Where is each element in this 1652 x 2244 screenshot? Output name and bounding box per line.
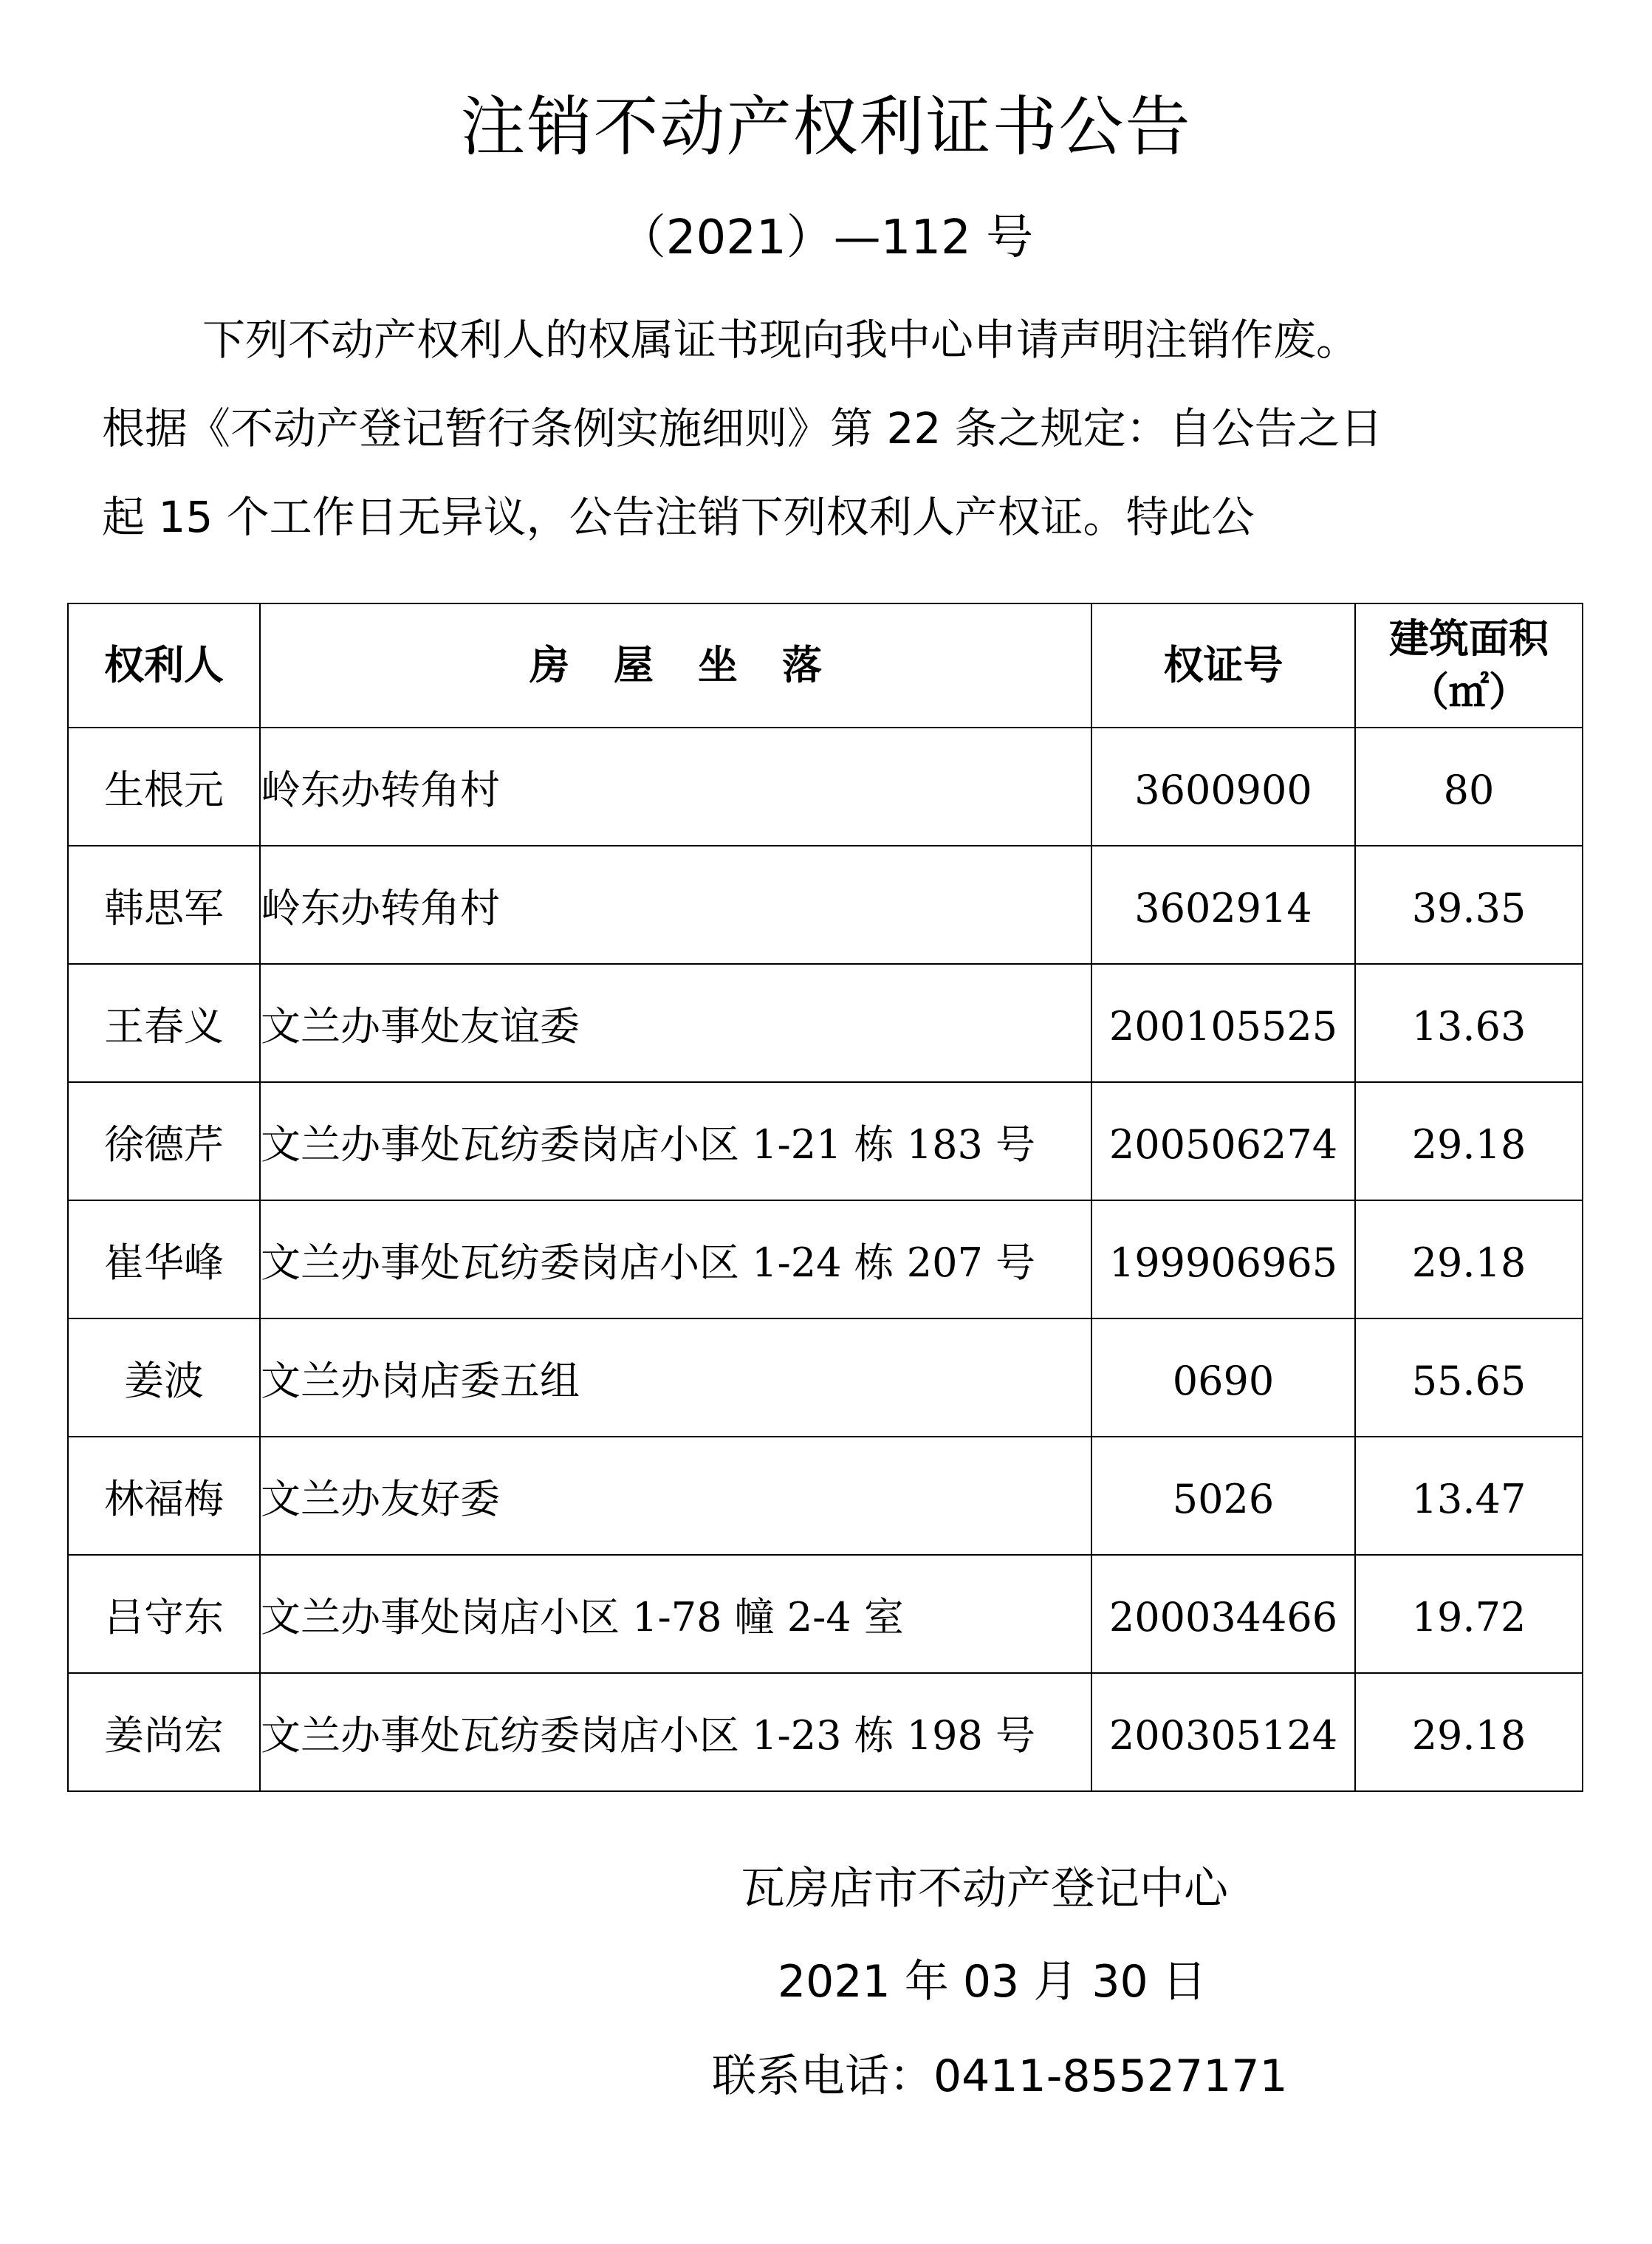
owner-cell: 林福梅 bbox=[68, 1437, 260, 1555]
header-area-line2: （㎡） bbox=[1409, 668, 1529, 715]
header-area-line1: 建筑面积 bbox=[1389, 615, 1549, 662]
header-cert-no: 权证号 bbox=[1091, 603, 1355, 728]
intro-line: 下列不动产权利人的权属证书现向我中心申请声明注销作废。 bbox=[202, 315, 1360, 365]
area-cell: 29.18 bbox=[1355, 1200, 1583, 1318]
area-cell: 13.63 bbox=[1355, 964, 1583, 1082]
header-address-label: 房屋坐落 bbox=[529, 642, 866, 688]
cancellation-table bbox=[67, 603, 1583, 1792]
owner-cell: 韩思军 bbox=[68, 846, 260, 964]
document-number: （2021）—112 号 bbox=[618, 211, 1034, 265]
table-row bbox=[68, 1200, 1583, 1318]
area-cell: 13.47 bbox=[1355, 1437, 1583, 1555]
intro-line: 起 15 个工作日无异议，公告注销下列权利人产权证。特此公 bbox=[102, 492, 1255, 542]
intro-line: 根据《不动产登记暂行条例实施细则》第 22 条之规定：自公告之日 bbox=[102, 403, 1383, 454]
cert-no-cell: 200506274 bbox=[1091, 1082, 1355, 1200]
table-row bbox=[68, 728, 1583, 846]
table-row bbox=[68, 1437, 1583, 1555]
table-row bbox=[68, 1673, 1583, 1791]
cert-no-cell: 5026 bbox=[1091, 1437, 1355, 1555]
address-cell: 文兰办岗店委五组 bbox=[260, 1318, 1091, 1437]
table-row bbox=[68, 1082, 1583, 1200]
address-cell: 岭东办转角村 bbox=[260, 728, 1091, 846]
notice-title: 注销不动产权利证书公告 bbox=[460, 89, 1192, 165]
area-cell: 55.65 bbox=[1355, 1318, 1583, 1437]
intro-paragraph bbox=[102, 295, 1549, 561]
issuing-organization: 瓦房店市不动产登记中心 bbox=[741, 1863, 1228, 1915]
table-row bbox=[68, 1318, 1583, 1437]
owner-cell: 崔华峰 bbox=[68, 1200, 260, 1318]
owner-cell: 姜尚宏 bbox=[68, 1673, 260, 1791]
table-row bbox=[68, 846, 1583, 964]
cert-no-cell: 200305124 bbox=[1091, 1673, 1355, 1791]
table-header-row bbox=[68, 603, 1583, 728]
owner-cell: 生根元 bbox=[68, 728, 260, 846]
owner-cell: 吕守东 bbox=[68, 1555, 260, 1673]
address-cell: 文兰办事处岗店小区 1-78 幢 2-4 室 bbox=[260, 1555, 1091, 1673]
area-cell: 39.35 bbox=[1355, 846, 1583, 964]
cert-no-cell: 3602914 bbox=[1091, 846, 1355, 964]
owner-cell: 徐德芹 bbox=[68, 1082, 260, 1200]
area-cell: 19.72 bbox=[1355, 1555, 1583, 1673]
cert-no-cell: 200034466 bbox=[1091, 1555, 1355, 1673]
address-cell: 文兰办事处瓦纺委岗店小区 1-24 栋 207 号 bbox=[260, 1200, 1091, 1318]
area-cell: 29.18 bbox=[1355, 1082, 1583, 1200]
address-cell: 文兰办友好委 bbox=[260, 1437, 1091, 1555]
header-owner: 权利人 bbox=[68, 603, 260, 728]
contact-phone: 联系电话：0411-85527171 bbox=[712, 2050, 1288, 2102]
owner-cell: 姜波 bbox=[68, 1318, 260, 1437]
area-cell: 80 bbox=[1355, 728, 1583, 846]
area-cell: 29.18 bbox=[1355, 1673, 1583, 1791]
address-cell: 文兰办事处友谊委 bbox=[260, 964, 1091, 1082]
issue-date: 2021 年 03 月 30 日 bbox=[778, 1956, 1207, 2008]
table-row bbox=[68, 964, 1583, 1082]
cert-no-cell: 3600900 bbox=[1091, 728, 1355, 846]
header-area bbox=[1355, 603, 1583, 728]
address-cell: 岭东办转角村 bbox=[260, 846, 1091, 964]
address-cell: 文兰办事处瓦纺委岗店小区 1-21 栋 183 号 bbox=[260, 1082, 1091, 1200]
cert-no-cell: 200105525 bbox=[1091, 964, 1355, 1082]
header-address bbox=[260, 603, 1091, 728]
owner-cell: 王春义 bbox=[68, 964, 260, 1082]
cert-no-cell: 199906965 bbox=[1091, 1200, 1355, 1318]
address-cell: 文兰办事处瓦纺委岗店小区 1-23 栋 198 号 bbox=[260, 1673, 1091, 1791]
cert-no-cell: 0690 bbox=[1091, 1318, 1355, 1437]
table-row bbox=[68, 1555, 1583, 1673]
